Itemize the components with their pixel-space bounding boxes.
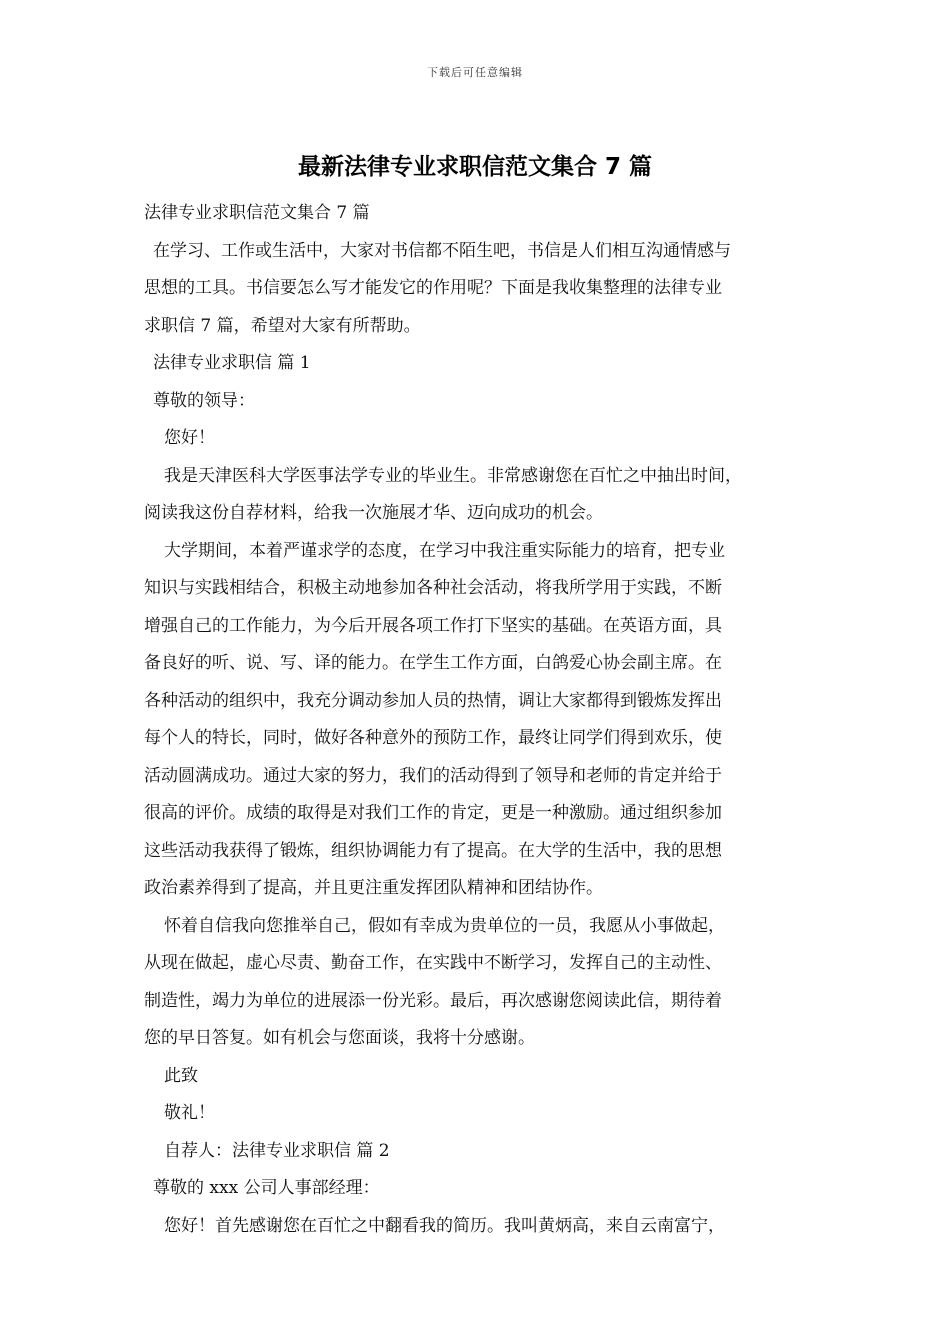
text-line: 法律专业求职信 篇 1	[153, 353, 311, 373]
text-line: 您的早日答复。如有机会与您面谈，我将十分感谢。	[144, 1028, 535, 1048]
page-header: 下载后可任意编辑	[427, 66, 523, 79]
text-line: 很高的评价。成绩的取得是对我们工作的肯定，更是一种激励。通过组织参加	[144, 803, 722, 823]
text-line: 此致	[164, 1065, 198, 1086]
text-line: 每个人的特长，同时，做好各种意外的预防工作，最终让同学们得到欢乐，使	[144, 728, 722, 748]
text-line: 我是天津医科大学医事法学专业的毕业生。非常感谢您在百忙之中抽出时间，	[164, 465, 742, 486]
text-line: 知识与实践相结合，积极主动地参加各种社会活动，将我所学用于实践，不断	[144, 578, 722, 598]
document-title: 最新法律专业求职信范文集合 7 篇	[297, 154, 653, 180]
text-line: 尊敬的 xxx 公司人事部经理：	[153, 1178, 380, 1198]
text-line: 增强自己的工作能力，为今后开展各项工作打下坚实的基础。在英语方面，具	[144, 615, 722, 636]
text-line: 阅读我这份自荐材料，给我一次施展才华、迈向成功的机会。	[144, 503, 603, 523]
text-line: 制造性，竭力为单位的进展添一份光彩。最后，再次感谢您阅读此信，期待着	[144, 990, 722, 1011]
text-line: 法律专业求职信范文集合 7 篇	[144, 203, 370, 223]
document-body	[144, 195, 816, 1245]
text-line: 您好！	[164, 428, 215, 448]
text-line: 求职信 7 篇，希望对大家有所帮助。	[144, 315, 421, 336]
text-line: 各种活动的组织中，我充分调动参加人员的热情，调让大家都得到锻炼发挥出	[144, 690, 722, 711]
text-line: 思想的工具。书信要怎么写才能发它的作用呢？下面是我收集整理的法律专业	[144, 278, 722, 298]
text-line: 政治素养得到了提高，并且更注重发挥团队精神和团结协作。	[144, 878, 603, 898]
text-line: 备良好的听、说、写、译的能力。在学生工作方面，白鸽爱心协会副主席。在	[144, 653, 722, 673]
text-line: 在学习、工作或生活中，大家对书信都不陌生吧，书信是人们相互沟通情感与	[153, 240, 731, 261]
text-line: 活动圆满成功。通过大家的努力，我们的活动得到了领导和老师的肯定并给于	[144, 765, 722, 786]
text-line: 怀着自信我向您推举自己，假如有幸成为贵单位的一员，我愿从小事做起，	[164, 915, 725, 936]
text-line: 大学期间，本着严谨求学的态度，在学习中我注重实际能力的培育，把专业	[164, 540, 725, 561]
text-line: 自荐人：法律专业求职信 篇 2	[164, 1140, 390, 1161]
text-line: 您好！首先感谢您在百忙之中翻看我的简历。我叫黄炳高，来自云南富宁，	[164, 1215, 725, 1236]
text-line: 敬礼！	[164, 1103, 215, 1123]
text-line: 这些活动我获得了锻炼，组织协调能力有了提高。在大学的生活中，我的思想	[144, 840, 722, 861]
text-line: 从现在做起，虚心尽责、勤奋工作，在实践中不断学习，发挥自己的主动性、	[144, 953, 722, 973]
text-line: 尊敬的领导：	[153, 390, 255, 411]
